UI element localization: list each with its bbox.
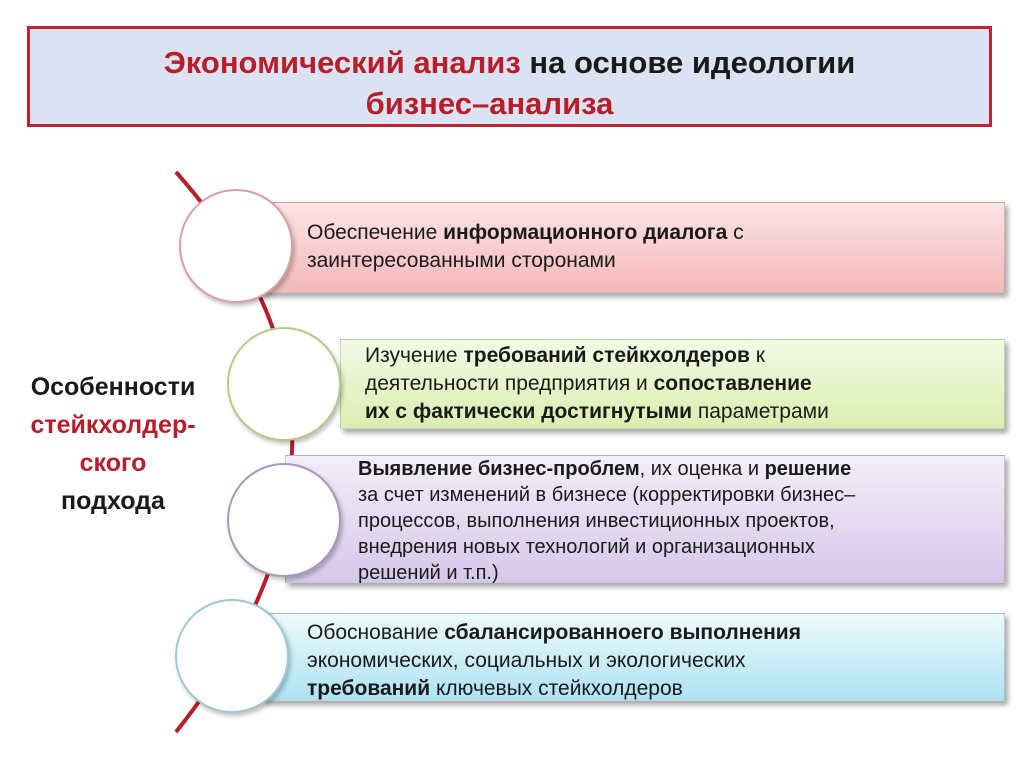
card-4-line-3: требований ключевых стейкхолдеров — [307, 677, 683, 700]
title-highlight: Экономический анализ — [163, 45, 521, 80]
card-4-line-2: экономических, социальных и экологических — [307, 649, 746, 672]
card-2-line-3: их с фактически достигнутыми параметрами — [365, 400, 829, 423]
card-3-line-3: процессов, выполнения инвестиционных проектов, — [358, 510, 835, 532]
circle-marker-2 — [227, 327, 341, 441]
card-1-line-2: заинтересованными сторонами — [307, 249, 616, 272]
side-label-line-1: Особенности — [30, 373, 196, 401]
card-1-line-1: Обеспечение информационного диалога с — [307, 221, 744, 244]
card-3-line-4: внедрения новых технологий и организационных — [358, 536, 815, 558]
circle-marker-4 — [175, 599, 289, 713]
feature-card-1 — [260, 202, 1005, 293]
feature-card-3 — [285, 455, 1005, 583]
title-line-2: бизнес–анализа — [365, 86, 614, 121]
circle-marker-1 — [179, 189, 293, 303]
card-2-line-1: Изучение требований стейкхолдеров к — [365, 344, 765, 367]
feature-card-4 — [262, 613, 1005, 701]
title-rest: на основе идеологии — [520, 45, 856, 80]
card-3-line-2: за счет изменений в бизнесе (корректировки бизнес– — [358, 484, 856, 506]
side-label — [4, 368, 222, 520]
side-label-line-2: стейкхолдер- — [30, 411, 196, 439]
card-2-line-2: деятельности предприятия и сопоставление — [365, 372, 812, 395]
side-label-line-3: ского — [79, 449, 147, 477]
card-3-line-1: Выявление бизнес-проблем, их оценка и решение — [358, 458, 852, 480]
side-label-line-4: подхода — [61, 487, 165, 515]
card-3-line-5: решений и т.п.) — [358, 562, 499, 584]
feature-card-2 — [340, 339, 1005, 429]
circle-marker-3 — [227, 463, 341, 577]
card-4-line-1: Обоснование сбалансированноего выполнения — [307, 621, 801, 644]
